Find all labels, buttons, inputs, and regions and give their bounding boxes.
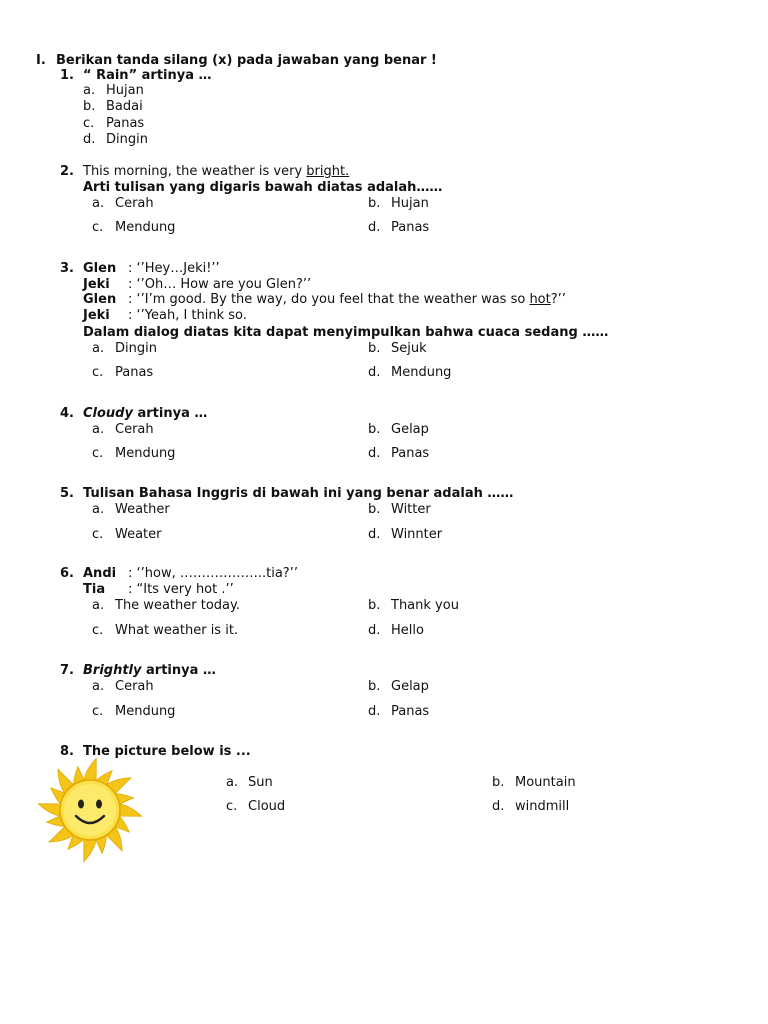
q4-number: 4. <box>60 406 74 421</box>
q8-opt-b-text: Mountain <box>515 775 576 790</box>
q1-opt-b-text: Badai <box>106 99 143 114</box>
q6-speaker-2: Tia <box>83 582 106 597</box>
q4-opt-a-text: Cerah <box>115 422 154 437</box>
q2-opt-a-text: Cerah <box>115 196 154 211</box>
q3-opt-d-text: Mendung <box>391 365 452 380</box>
q2-opt-d-letter: d. <box>368 220 381 235</box>
q6-opt-b-letter: b. <box>368 598 381 613</box>
q3-opt-a-letter: a. <box>92 341 105 356</box>
q2-question: Arti tulisan yang digaris bawah diatas adalah…… <box>83 180 443 195</box>
q7-opt-a-text: Cerah <box>115 679 154 694</box>
q5-opt-d-letter: d. <box>368 527 381 542</box>
q4-opt-d-text: Panas <box>391 446 430 461</box>
q3-speaker-1: Glen <box>83 261 117 276</box>
q6-opt-b-text: Thank you <box>391 598 459 613</box>
q6-opt-c-text: What weather is it. <box>115 623 239 638</box>
q6-speaker-1: Andi <box>83 566 117 581</box>
q3-question: Dalam dialog diatas kita dapat menyimpulkan bahwa cuaca sedang …… <box>83 325 609 340</box>
q3-line-3-text: : ‘’I’m good. By the way, do you feel that the weather was so <box>128 292 530 307</box>
q7-opt-d-text: Panas <box>391 704 430 719</box>
q3-opt-b-letter: b. <box>368 341 381 356</box>
q1-text: “ Rain” artinya … <box>83 68 212 83</box>
q4-opt-d-letter: d. <box>368 446 381 461</box>
q5-opt-b-letter: b. <box>368 502 381 517</box>
q8-opt-d-letter: d. <box>492 799 505 814</box>
q3-underlined-word: hot <box>529 292 551 307</box>
q3-opt-b-text: Sejuk <box>391 341 427 356</box>
q4-suffix: artinya … <box>132 406 208 421</box>
q2-opt-a-letter: a. <box>92 196 105 211</box>
q1-opt-a-letter: a. <box>83 83 96 98</box>
q6-opt-a-text: The weather today. <box>115 598 240 613</box>
q2-opt-d-text: Panas <box>391 220 430 235</box>
q6-line-1: : ‘’how, ………………..tia?’’ <box>128 566 298 581</box>
q6-opt-c-letter: c. <box>92 623 104 638</box>
q4-opt-a-letter: a. <box>92 422 105 437</box>
q3-speaker-4: Jeki <box>83 308 110 323</box>
q5-number: 5. <box>60 486 74 501</box>
q5-text: Tulisan Bahasa Inggris di bawah ini yang benar adalah …… <box>83 486 514 501</box>
q2-opt-b-text: Hujan <box>391 196 429 211</box>
q8-number: 8. <box>60 744 74 759</box>
q5-opt-a-letter: a. <box>92 502 105 517</box>
q7-suffix: artinya … <box>141 663 216 678</box>
q2-sentence <box>83 164 349 180</box>
q4-text <box>83 406 207 422</box>
q3-speaker-3: Glen <box>83 292 117 307</box>
sun-ray <box>117 804 141 816</box>
q2-opt-b-letter: b. <box>368 196 381 211</box>
q7-number: 7. <box>60 663 74 678</box>
q7-text <box>83 663 216 679</box>
q5-opt-d-text: Winnter <box>391 527 443 542</box>
q3-line-3 <box>128 292 566 308</box>
q2-number: 2. <box>60 164 74 179</box>
q8-opt-a-letter: a. <box>226 775 239 790</box>
q7-opt-c-text: Mendung <box>115 704 176 719</box>
q1-opt-c-text: Panas <box>106 116 145 131</box>
q1-opt-d-letter: d. <box>83 132 96 147</box>
q4-opt-c-text: Mendung <box>115 446 176 461</box>
q2-opt-c-letter: c. <box>92 220 104 235</box>
q3-line-3-tail: ?’’ <box>550 292 566 307</box>
q2-opt-c-text: Mendung <box>115 220 176 235</box>
q8-opt-d-text: windmill <box>515 799 570 814</box>
q3-line-2: : ‘’Oh… How are you Glen?’’ <box>128 277 312 292</box>
q3-opt-d-letter: d. <box>368 365 381 380</box>
q8-opt-b-letter: b. <box>492 775 505 790</box>
q6-opt-a-letter: a. <box>92 598 105 613</box>
q1-opt-c-letter: c. <box>83 116 95 131</box>
q7-opt-d-letter: d. <box>368 704 381 719</box>
q3-opt-c-letter: c. <box>92 365 104 380</box>
q4-opt-b-letter: b. <box>368 422 381 437</box>
q3-line-1: : ‘’Hey…Jeki!’’ <box>128 261 220 276</box>
q1-number: 1. <box>60 68 74 83</box>
q5-opt-b-text: Witter <box>391 502 431 517</box>
q4-opt-c-letter: c. <box>92 446 104 461</box>
q1-opt-b-letter: b. <box>83 99 96 114</box>
q6-opt-d-letter: d. <box>368 623 381 638</box>
q1-opt-d-text: Dingin <box>106 132 148 147</box>
sun-ray <box>38 804 62 816</box>
q4-opt-b-text: Gelap <box>391 422 429 437</box>
q3-opt-a-text: Dingin <box>115 341 157 356</box>
q7-word: Brightly <box>83 663 142 678</box>
q3-speaker-2: Jeki <box>83 277 110 292</box>
q3-line-4: : ‘’Yeah, I think so. <box>128 308 247 323</box>
q5-opt-c-text: Weater <box>115 527 162 542</box>
q3-opt-c-text: Panas <box>115 365 154 380</box>
section-instruction: Berikan tanda silang (x) pada jawaban yang benar ! <box>56 53 437 68</box>
q7-opt-b-text: Gelap <box>391 679 429 694</box>
q6-number: 6. <box>60 566 74 581</box>
q7-opt-a-letter: a. <box>92 679 105 694</box>
q8-text: The picture below is ... <box>83 744 251 759</box>
q7-opt-c-letter: c. <box>92 704 104 719</box>
q6-line-2: : “Its very hot .’’ <box>128 582 234 597</box>
sun-ray <box>84 837 96 861</box>
q6-opt-d-text: Hello <box>391 623 424 638</box>
q2-sentence-text: This morning, the weather is very <box>83 164 307 179</box>
q4-word: Cloudy <box>83 406 133 421</box>
q5-opt-a-text: Weather <box>115 502 170 517</box>
q7-opt-b-letter: b. <box>368 679 381 694</box>
q1-opt-a-text: Hujan <box>106 83 144 98</box>
q5-opt-c-letter: c. <box>92 527 104 542</box>
q3-number: 3. <box>60 261 74 276</box>
section-number: I. <box>36 53 46 68</box>
sun-ray <box>84 758 96 782</box>
q8-opt-c-letter: c. <box>226 799 238 814</box>
sun-icon <box>36 756 144 864</box>
q8-opt-a-text: Sun <box>248 775 273 790</box>
q2-underlined-word: bright. <box>306 164 350 179</box>
q8-opt-c-text: Cloud <box>248 799 286 814</box>
